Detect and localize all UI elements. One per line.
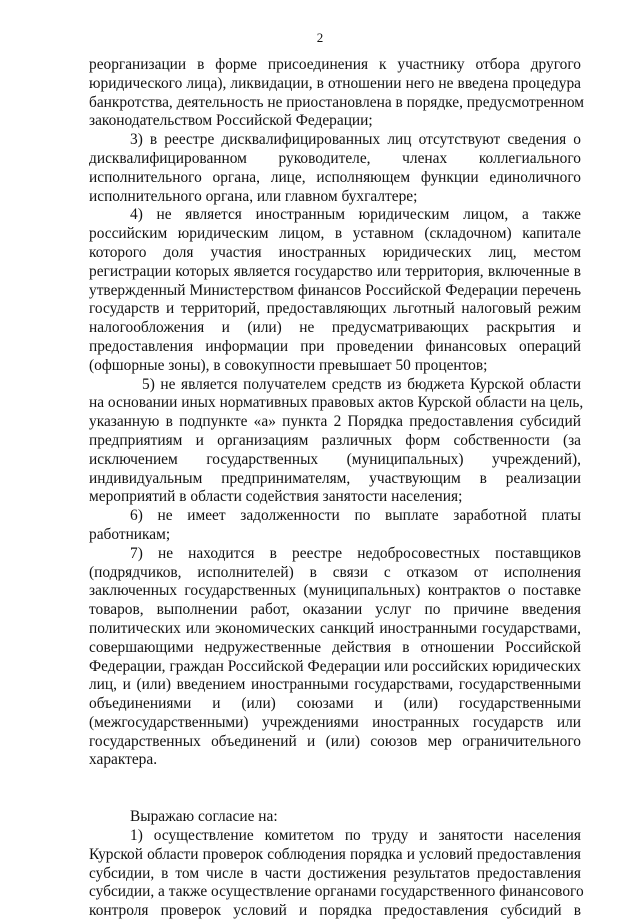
paragraph — [89, 375, 584, 508]
text-line: лиц, и (или) введением иностранными государствами, государственными — [89, 676, 581, 694]
text-line: 4) не является иностранным юридическим лицом, а также — [130, 206, 581, 224]
text-line: Курской области проверок соблюдения порядка и условий предоставления — [89, 845, 581, 863]
text-line: исполнительного органа, лице, исполняющем функции единоличного — [89, 168, 581, 186]
text-line: российским юридическим лицом, в уставном (складочном) капитале — [89, 225, 581, 243]
text-line: банкротства, деятельность не приостановлена в порядке, предусмотренном — [89, 93, 584, 111]
text-line: 6) не имеет задолженности по выплате заработной платы — [130, 507, 581, 525]
text-line: (межгосударственными) учреждениями иностранных государств или — [89, 713, 581, 731]
text-line: товаров, выполнении работ, оказании услуг по причине введения — [89, 601, 581, 619]
text-line: юридического лица), ликвидации, в отношении него не введена процедура — [89, 74, 581, 92]
paragraph — [89, 545, 581, 771]
text-line: исключением государственных (муниципальных) учреждений), — [89, 450, 581, 468]
text-line: реорганизации в форме присоединения к участнику отбора другого — [89, 56, 581, 73]
paragraph — [89, 206, 581, 375]
text-line: исполнительного органа, или главном бухгалтере; — [89, 187, 418, 205]
paragraph-gap — [89, 770, 581, 808]
document-body — [89, 56, 584, 921]
text-line: Выражаю согласие на: — [130, 808, 278, 826]
text-line: указанную в подпункте «а» пункта 2 Порядка предоставления субсидий — [89, 413, 581, 431]
text-line: характера. — [89, 751, 158, 769]
text-line: которого доля участия иностранных юридических лиц, местом — [89, 243, 581, 261]
text-line: политических или экономических санкций иностранными государствами, — [89, 619, 581, 637]
text-line: налогообложения и (или) не предусматривающих раскрытия и — [89, 319, 581, 337]
text-line: объединениями и (или) союзами и (или) государственными — [89, 695, 581, 713]
text-line: индивидуальным предпринимателям, участвующим в реализации — [89, 469, 581, 487]
text-line: государств и территорий, предоставляющих льготный налоговый режим — [89, 300, 581, 318]
text-line: (офшорные зоны), в совокупности превышает 50 процентов; — [89, 356, 488, 374]
text-line: предоставления информации при проведении финансовых операций — [89, 337, 581, 355]
text-line: работникам; — [89, 525, 171, 543]
text-line: предприятиям и организациям различных форм собственности (за — [89, 431, 581, 449]
text-line: на основании иных нормативных правовых актов Курской области на цель, — [89, 394, 584, 412]
text-line: регистрации которых является государство или территория, включенные в — [89, 262, 581, 280]
text-line: Федерации, граждан Российской Федерации или российских юридических — [89, 657, 581, 675]
text-line: законодательством Российской Федерации; — [89, 112, 373, 130]
text-line: 5) не является получателем средств из бюджета Курской области — [142, 375, 581, 393]
paragraph — [89, 827, 584, 921]
text-line: мероприятий в области содействия занятости населения; — [89, 488, 463, 506]
text-line: 1) осуществление комитетом по труду и занятости населения — [130, 827, 581, 845]
text-line: совершающими недружественные действия в отношении Российской — [89, 638, 581, 656]
text-line: утвержденный Министерством финансов Российской Федерации перечень — [89, 281, 581, 299]
text-line: дисквалифицированном руководителе, членах коллегиального — [89, 149, 581, 167]
text-line: 3) в реестре дисквалифицированных лиц отсутствуют сведения о — [130, 131, 581, 149]
text-line: (подрядчиков, исполнителей) в связи с отказом от исполнения — [89, 563, 581, 581]
paragraph — [89, 808, 581, 827]
text-line: контроля проверок условий и порядка предоставления субсидий в — [89, 902, 581, 920]
text-line: субсидии, а также осуществление органами государственного финансового — [89, 883, 584, 901]
text-line: субсидии, в том числе в части достижения результатов предоставления — [89, 864, 581, 882]
text-line: заключенных государственных (муниципальных) контрактов о поставке — [89, 582, 581, 600]
text-line: государственных объединений и (или) союзов мер ограничительного — [89, 732, 581, 750]
paragraph — [89, 56, 584, 131]
page-number: 2 — [316, 30, 324, 45]
paragraph — [89, 507, 581, 545]
text-line: 7) не находится в реестре недобросовестных поставщиков — [130, 544, 581, 562]
paragraph — [89, 131, 581, 206]
